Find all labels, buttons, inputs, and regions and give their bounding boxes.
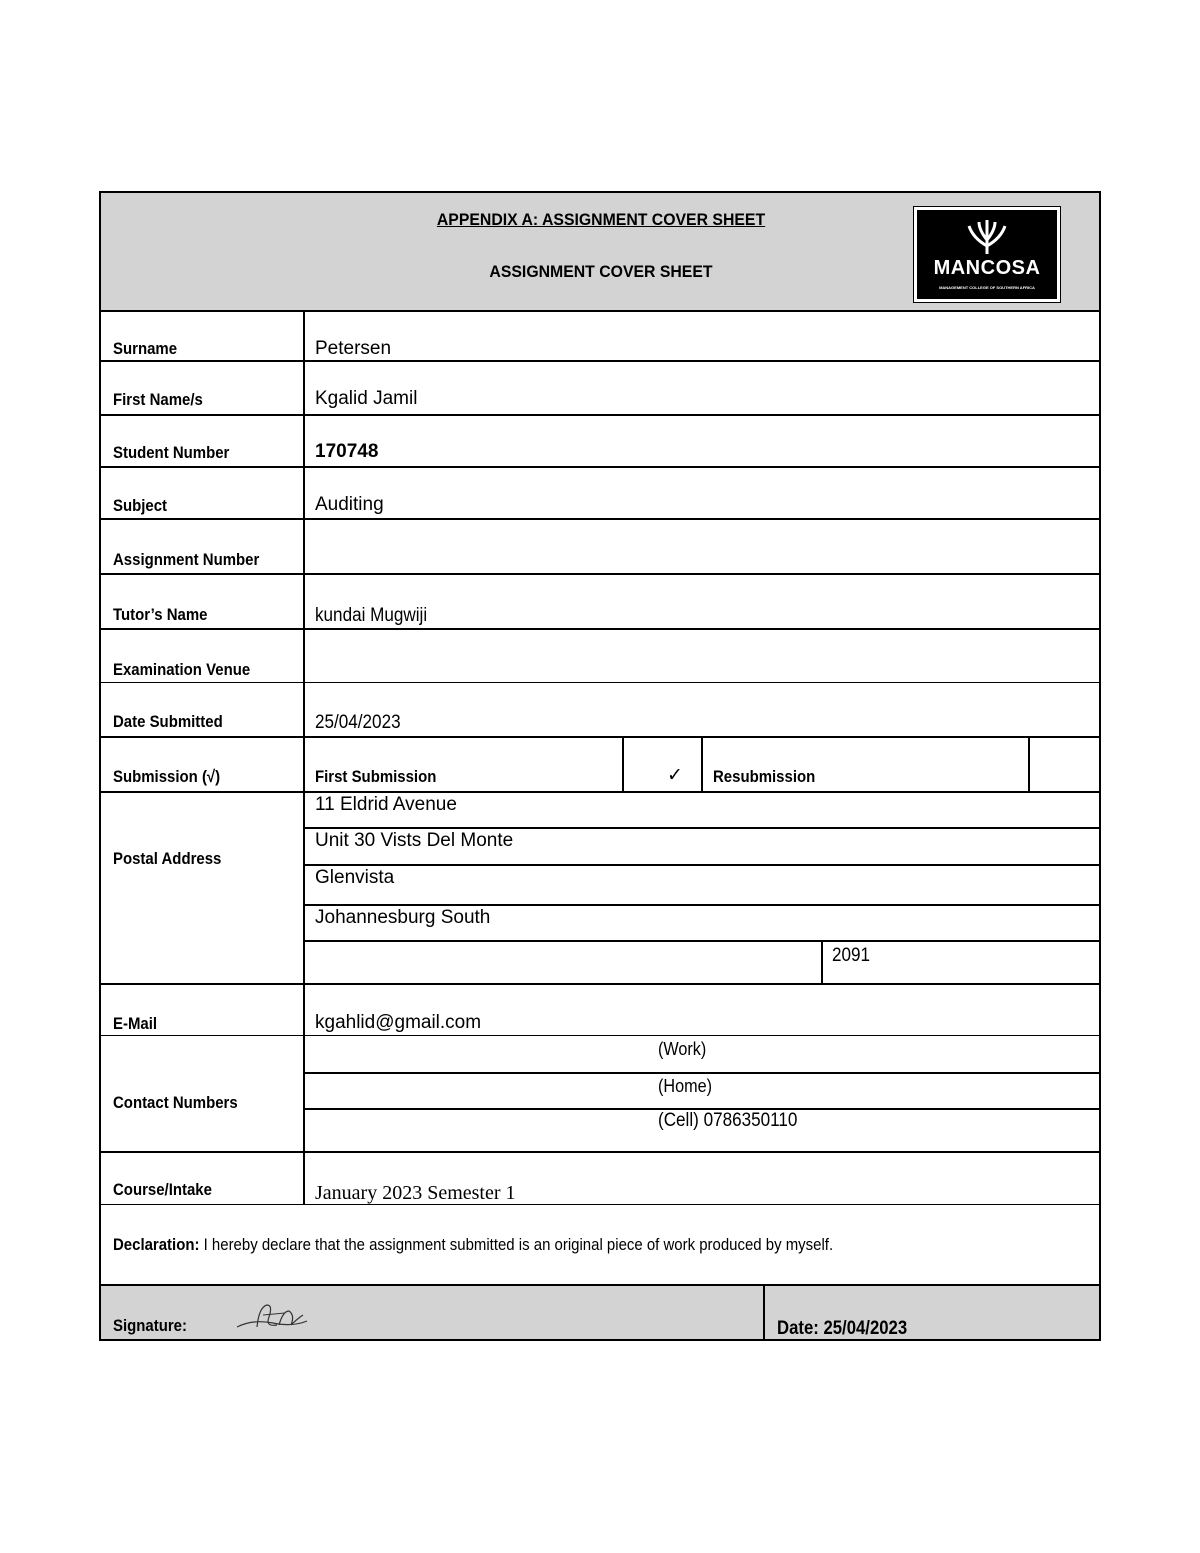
row-divider — [101, 466, 1099, 468]
column-divider — [622, 736, 624, 791]
contact-numbers-label: Contact Numbers — [113, 1093, 238, 1112]
row-divider — [303, 904, 1099, 906]
email-value: kgahlid@gmail.com — [315, 1012, 482, 1033]
row-divider — [101, 983, 1099, 985]
cover-sheet-title: ASSIGNMENT COVER SHEET — [489, 262, 713, 281]
row-divider — [101, 1151, 1099, 1153]
tutor-name-value: kundai Mugwiji — [315, 605, 428, 626]
submission-label: Submission (√) — [113, 767, 221, 786]
column-divider — [303, 310, 305, 1204]
contact-home: (Home) — [658, 1076, 713, 1096]
logo-wordmark: MANCOSA — [933, 257, 1041, 279]
column-divider — [701, 736, 703, 791]
row-divider — [303, 940, 1099, 942]
row-divider — [101, 791, 1099, 793]
student-number-label: Student Number — [113, 443, 230, 462]
signature-label: Signature: — [113, 1316, 187, 1335]
row-divider — [101, 518, 1099, 520]
first-submission-label: First Submission — [315, 767, 437, 786]
email-label: E-Mail — [113, 1014, 158, 1033]
row-divider — [101, 1204, 1099, 1205]
divider — [101, 310, 1099, 312]
column-divider — [763, 1286, 765, 1339]
row-divider — [303, 1072, 1099, 1074]
header-band — [101, 193, 1099, 310]
postal-line-2: Unit 30 Vists Del Monte — [315, 830, 514, 851]
postal-code: 2091 — [832, 945, 871, 966]
surname-value: Petersen — [315, 338, 392, 359]
postal-address-label: Postal Address — [113, 849, 222, 868]
first-names-value: Kgalid Jamil — [315, 388, 418, 409]
row-divider — [101, 1035, 1099, 1036]
resubmission-label: Resubmission — [713, 767, 816, 786]
course-intake-value: January 2023 Semester 1 — [315, 1182, 516, 1204]
tree-icon — [957, 216, 1017, 256]
postal-line-4: Johannesburg South — [315, 907, 491, 928]
appendix-title: APPENDIX A: ASSIGNMENT COVER SHEET — [436, 210, 766, 229]
first-names-label: First Name/s — [113, 390, 203, 409]
declaration-text: I hereby declare that the assignment submitted is an original piece of work produced by myself. — [199, 1235, 834, 1254]
cover-sheet — [99, 191, 1101, 1341]
row-divider — [303, 864, 1099, 866]
row-divider — [303, 827, 1099, 829]
examination-venue-label: Examination Venue — [113, 660, 251, 679]
assignment-number-label: Assignment Number — [113, 550, 260, 569]
row-divider — [101, 736, 1099, 738]
row-divider — [101, 628, 1099, 630]
postal-line-3: Glenvista — [315, 867, 395, 888]
date-label: Date: 25/04/2023 — [777, 1318, 908, 1339]
row-divider — [101, 573, 1099, 575]
row-divider — [101, 414, 1099, 416]
surname-label: Surname — [113, 339, 178, 358]
signature-scribble — [233, 1297, 313, 1337]
mancosa-logo — [914, 207, 1060, 302]
student-number-value: 170748 — [315, 441, 379, 462]
postal-line-1: 11 Eldrid Avenue — [315, 794, 457, 815]
declaration — [113, 1235, 833, 1255]
column-divider — [1028, 736, 1030, 791]
first-submission-check[interactable]: ✓ — [667, 764, 683, 786]
column-divider — [821, 940, 823, 983]
row-divider — [101, 360, 1099, 362]
date-submitted-value: 25/04/2023 — [315, 712, 401, 733]
tutor-name-label: Tutor’s Name — [113, 605, 208, 624]
declaration-label: Declaration: — [113, 1235, 200, 1254]
logo-tagline: MANAGEMENT COLLEGE OF SOUTHERN AFRICA — [939, 285, 1035, 290]
date-submitted-label: Date Submitted — [113, 712, 223, 731]
subject-value: Auditing — [315, 494, 384, 515]
course-intake-label: Course/Intake — [113, 1180, 212, 1199]
contact-cell: (Cell) 0786350110 — [658, 1110, 798, 1131]
contact-work: (Work) — [658, 1039, 707, 1059]
row-divider — [101, 682, 1099, 683]
subject-label: Subject — [113, 496, 168, 515]
